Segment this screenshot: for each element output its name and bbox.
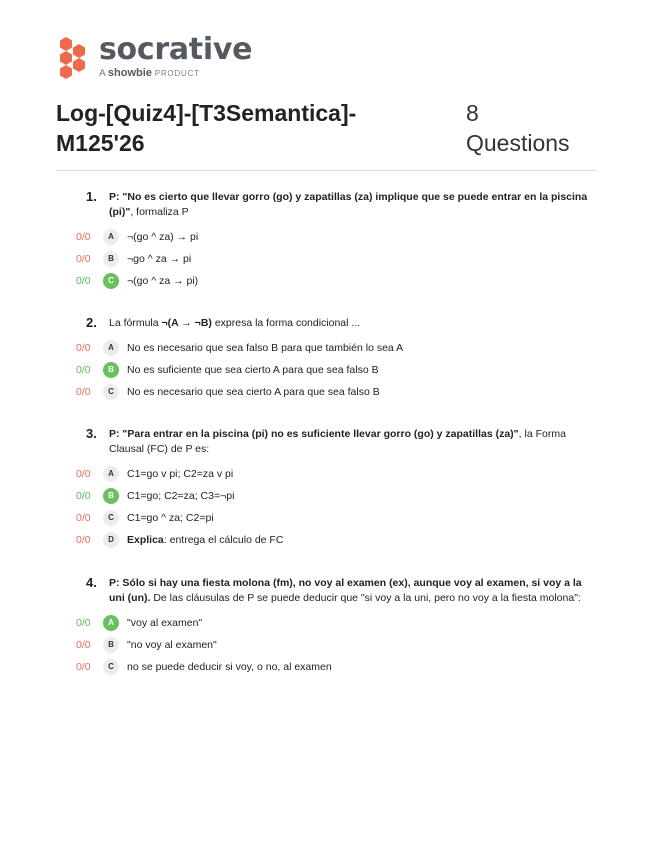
answer-letter-badge: D: [103, 532, 119, 548]
sub-suffix: PRODUCT: [154, 69, 200, 78]
answer-text-body: ¬go ^ za → pi: [127, 253, 192, 265]
question-number: 3.: [86, 426, 97, 441]
question-text-bold: P: Sólo si hay una fiesta molona (fm), no voy al examen (ex), aunque voy al examen, si voy a la uni (un).: [109, 577, 582, 604]
answer-text-bold: Explica: [127, 534, 164, 546]
answer-score: 0/0: [76, 253, 91, 265]
answer-row: [56, 463, 596, 485]
question-text-rest: De las cláusulas de P se puede deducir que "si voy a la uni, pero no voy a la fiesta molona":: [150, 592, 581, 604]
answer-letter-badge: C: [103, 659, 119, 675]
answer-text: [127, 507, 214, 529]
answer-text-body: No es necesario que sea falso B para que también lo sea A: [127, 342, 404, 354]
question-text: [109, 577, 582, 604]
question-header: [56, 576, 596, 606]
answer-text-body: ¬(go ^ za) → pi: [127, 231, 199, 243]
brand-name: socrative: [99, 32, 253, 67]
answer-text: [127, 270, 198, 292]
answer-text-body: No es necesario que sea cierto A para que sea falso B: [127, 386, 380, 398]
answer-text-body: no se puede deducir si voy, o no, al examen: [127, 661, 332, 673]
answer-letter-badge: B: [103, 488, 119, 504]
answer-letter-badge: C: [103, 384, 119, 400]
answer-text: [127, 226, 198, 248]
answer-row: [56, 529, 596, 551]
answer-text: [127, 248, 191, 270]
answer-row: [56, 248, 596, 270]
question-header: [56, 316, 596, 331]
question-text: [109, 317, 360, 329]
answer-text: [127, 463, 233, 485]
question-text-rest: , la Forma Clausal (FC) de P es:: [109, 428, 566, 455]
answer-letter-badge: A: [103, 229, 119, 245]
hexagon-cluster-icon: [56, 35, 92, 81]
answer-letter-badge: B: [103, 251, 119, 267]
question-text-rest: , formaliza P: [130, 206, 189, 218]
answer-row: [56, 656, 596, 678]
answer-letter-badge: A: [103, 615, 119, 631]
question-text-rest: expresa la forma condicional ...: [211, 317, 361, 329]
answer-row: [56, 612, 596, 634]
sub-prefix: A: [99, 68, 106, 79]
answer-score: 0/0: [76, 231, 91, 243]
question-text-bold: ¬(A → ¬B): [161, 317, 212, 329]
answer-text-body: ¬(go ^ za → pi): [127, 275, 199, 287]
answer-text-body: "voy al examen": [127, 617, 203, 629]
answer-score: 0/0: [76, 342, 91, 354]
answer-text-body: No es suficiente que sea cierto A para que sea falso B: [127, 364, 379, 376]
answer-score: 0/0: [76, 534, 91, 546]
question-header: [56, 190, 596, 220]
answer-text-body: : entrega el cálculo de FC: [163, 534, 284, 546]
brand-subline: [99, 67, 200, 79]
question-count: [466, 98, 606, 158]
answer-text: [127, 337, 403, 359]
question-number: 1.: [86, 189, 97, 204]
answer-score: 0/0: [76, 617, 91, 629]
question-number: 2.: [86, 315, 97, 330]
answer-row: [56, 485, 596, 507]
answer-row: [56, 270, 596, 292]
question-count-label: Questions: [466, 130, 570, 156]
answer-text: [127, 612, 202, 634]
answer-text: [127, 485, 234, 507]
question-text-bold: P: "Para entrar en la piscina (pi) no es suficiente llevar gorro (go) y zapatillas (za)": [109, 428, 519, 440]
question-header: [56, 427, 596, 457]
answer-text-body: C1=go v pi; C2=za v pi: [127, 468, 234, 480]
answer-text: [127, 529, 283, 551]
answer-score: 0/0: [76, 275, 91, 287]
question-block: [56, 316, 596, 403]
answer-text: [127, 656, 332, 678]
question-text-bold: P: "No es cierto que llevar gorro (go) y zapatillas (za) implique que se puede entrar en la piscina (pi)": [109, 191, 588, 218]
question-block: [56, 576, 596, 678]
answer-letter-badge: B: [103, 637, 119, 653]
answer-text-body: C1=go ^ za; C2=pi: [127, 512, 214, 524]
answer-row: [56, 634, 596, 656]
answer-score: 0/0: [76, 639, 91, 651]
answer-score: 0/0: [76, 490, 91, 502]
answer-text: [127, 381, 380, 403]
answer-letter-badge: B: [103, 362, 119, 378]
question-count-number: 8: [466, 100, 479, 126]
question-text-pre: La fórmula: [109, 317, 162, 329]
answer-row: [56, 226, 596, 248]
answer-text-body: "no voy al examen": [127, 639, 217, 651]
answer-text: [127, 634, 217, 656]
answer-letter-badge: A: [103, 340, 119, 356]
answer-score: 0/0: [76, 386, 91, 398]
question-text: [109, 428, 566, 455]
answer-row: [56, 507, 596, 529]
answer-text: [127, 359, 379, 381]
quiz-title: Log-[Quiz4]-[T3Semantica]-M125'26: [56, 100, 357, 156]
question-block: [56, 190, 596, 292]
answer-score: 0/0: [76, 512, 91, 524]
answer-row: [56, 359, 596, 381]
answer-score: 0/0: [76, 468, 91, 480]
answer-text-body: C1=go; C2=za; C3=¬pi: [127, 490, 235, 502]
answer-row: [56, 337, 596, 359]
answer-score: 0/0: [76, 364, 91, 376]
question-block: [56, 427, 596, 551]
question-text: [109, 191, 587, 218]
answer-letter-badge: A: [103, 466, 119, 482]
answer-letter-badge: C: [103, 510, 119, 526]
sub-brand: showbie: [107, 67, 152, 79]
answer-score: 0/0: [76, 661, 91, 673]
answer-letter-badge: C: [103, 273, 119, 289]
question-number: 4.: [86, 575, 97, 590]
header-divider: [56, 170, 596, 171]
answer-row: [56, 381, 596, 403]
